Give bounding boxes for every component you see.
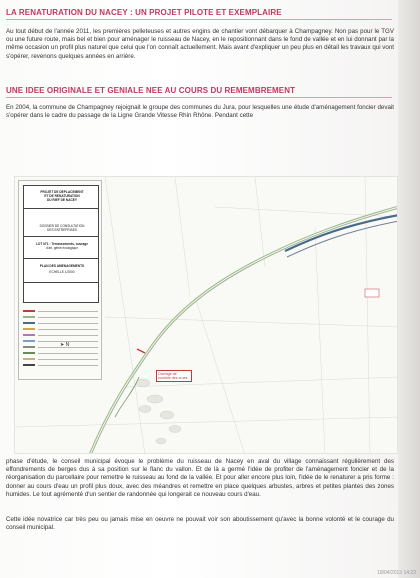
heading-idee-originale: UNE IDEE ORIGINALE ET GENIALE NEE AU COURS DU REMEMBREMENT: [6, 86, 296, 95]
legend-row: [23, 333, 99, 337]
heading-rule-2: [6, 97, 392, 98]
intro-paragraph: Au tout début de l'année 2011, les premières pelleteuses et autres engins de chantier vont débarquer à Champagney. Non pas pour le TGV ou une future route, mais bel et bien pour aménager le ruisseau de Nacey, en le repositionnant dans le fond de vallée et en lui donnant par la même occasion un profil plus naturel que celui que l'on connaît actuellement. Mais avant d'expliquer un peu plus en détail les travaux qui vont s'opérer, revenons quelques années en arrière.: [6, 28, 394, 60]
study-paragraph: phase d'étude, le conseil municipal évoque le problème du ruisseau de Nacey en aval du village connaissant régulièrement des effondrements de berges dus à sa position sur le flanc du vallon. Et de là a germé l'idée de profiter de l'aménagement foncier et de la réorganisation du parcellaire pour remettre le ruisseau au fond de la vallée. Et pour aller encore plus loin, l'idée de le renaturer a pris forme : donner au cours d'eau un profil plus doux, avec des méandres et remettre en place quelques arbustes, arbres et petites plantes des zones humides. Le tout agrémenté d'un sentier de randonnée qui longerait ce nouveau cours d'eau.: [6, 458, 394, 498]
adjacent-page-edge: [398, 0, 420, 578]
title-line-6: LOT N°1 : Terrassements, ouvrage: [35, 242, 89, 246]
title-line-2: ET DE RENATURATION: [44, 194, 80, 198]
title-divider-4: [24, 282, 98, 283]
map-legend-panel: [18, 180, 102, 380]
title-line-8: PLAN DES AMENAGEMENTS: [39, 264, 85, 268]
legend-row: [23, 327, 99, 331]
conclusion-paragraph: Cette idée novatrice car très peu ou jamais mise en oeuvre ne pouvait voir son aboutissement qu'avec la bonne volonté et le courage du conseil municipal.: [6, 516, 394, 532]
legend-row: [23, 351, 99, 355]
heading-renaturation: LA RENATURATION DU NACEY : UN PROJET PILOTE ET EXEMPLAIRE: [6, 8, 282, 17]
title-divider-3: [24, 258, 98, 259]
legend-row: [23, 309, 99, 313]
title-line-3: DU RIEF DE NACEY: [46, 198, 78, 202]
title-line-5: DES ENTREPRISES: [47, 228, 77, 232]
scan-timestamp: 18/04/2013 14:22: [377, 570, 416, 576]
legend-row: [23, 321, 99, 325]
title-line-7: d'art, génie écologique: [46, 246, 78, 250]
legend-row: [23, 315, 99, 319]
heading-rule: [6, 19, 392, 20]
remembrement-paragraph: En 2004, la commune de Champagney rejoignait le groupe des communes du Jura, pour lesquelles une étude d'aménagement foncier devait s'opérer dans le cadre du passage de la Ligne Grande Vitesse Rhin Rhône. Pendant cette: [6, 104, 394, 120]
title-divider-2: [24, 236, 98, 237]
control-structure-label: Ouvrage de contrôle des crues: [156, 370, 192, 382]
title-line-4: DOSSIER DE CONSULTATION: [39, 224, 85, 228]
north-arrow-icon: ➤ N: [60, 342, 70, 348]
title-line-9: ECHELLE 1/2000: [49, 270, 75, 274]
legend-row: [23, 363, 99, 367]
map-title-block: [23, 185, 99, 303]
legend-row: [23, 357, 99, 361]
title-line-1: PROJET DE DEPLACEMENT: [40, 190, 84, 194]
title-divider: [24, 208, 98, 209]
